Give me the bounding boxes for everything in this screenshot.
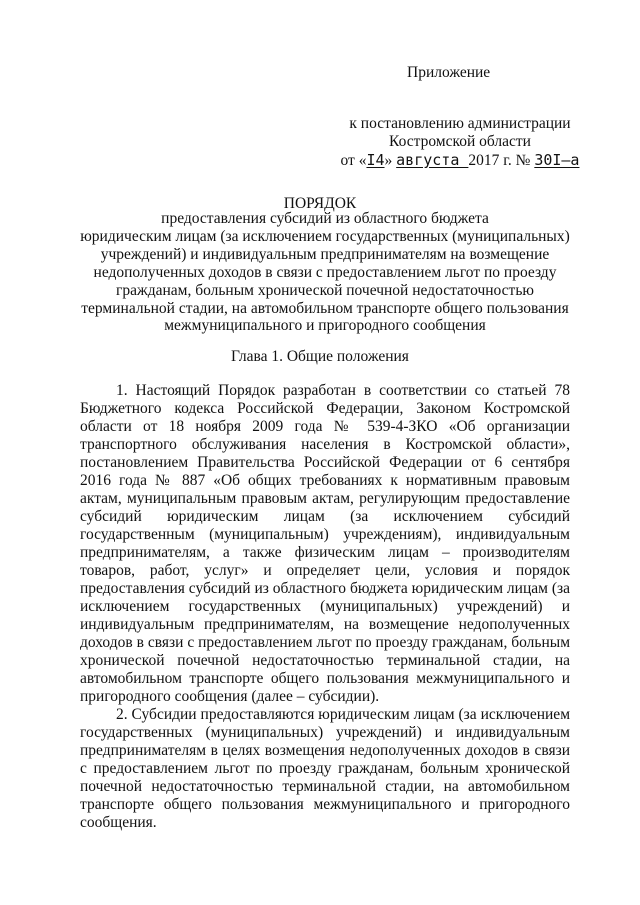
subtitle-line: терминальной стадии, на автомобильном транспорте общего пользования xyxy=(81,299,569,317)
appendix-label: Приложение xyxy=(407,64,491,81)
document-body xyxy=(80,382,570,832)
resolution-line-1: к постановлению администрации xyxy=(349,115,571,132)
date-prefix: от « xyxy=(340,152,367,169)
document-title: ПОРЯДОК xyxy=(283,195,357,212)
date-month: августа xyxy=(396,151,469,169)
date-year: 2017 г. № xyxy=(468,152,535,169)
date-separator: » xyxy=(384,152,397,169)
subtitle-line: предоставления субсидий из областного бюджета xyxy=(161,210,489,227)
chapter-heading: Глава 1. Общие положения xyxy=(231,348,409,365)
subtitle-line: межмуниципального и пригородного сообщения xyxy=(164,317,486,335)
subtitle-line: гражданам, больным хронической почечной недостаточностью xyxy=(116,281,534,299)
subtitle-line: юридическим лицам (за исключением государственных (муниципальных) xyxy=(80,227,570,245)
subtitle-line: учреждений) и индивидуальным предпринимателям на возмещение xyxy=(100,245,550,263)
date-day: I4 xyxy=(366,151,385,169)
paragraph-2: 2. Субсидии предоставляются юридическим лицам (за исключением государственных (муниципальных) учреждений) и индивидуальным предпринимателям в целях возмещения недополученных доходов в связи с предоставлением льгот по проезду гражданам, больным хронической почечной недостаточностью терминальной стадии, на автомобильном транспорте общего пользования межмуниципального и пригородного сообщения. xyxy=(80,706,570,831)
resolution-line-2: Костромской области xyxy=(389,133,531,150)
subtitle-line: недополученных доходов в связи с предоставлением льгот по проезду xyxy=(93,263,557,281)
document-subtitle xyxy=(80,210,570,335)
resolution-date-line xyxy=(300,151,620,170)
paragraph-1: 1. Настоящий Порядок разработан в соответствии со статьей 78 Бюджетного кодекса Российской Федерации, Законом Костромской области от 18 ноября 2009 года № 539-4-ЗКО «Об организации транспортного обслуживания населения в Костромской области», постановлением Правительства Российской Федерации от 6 сентября 2016 года № 887 «Об общих требованиях к нормативным правовым актам, муниципальным правовым актам, регулирующим предоставление субсидий юридическим лицам (за исключением субсидий государственным (муниципальным) учреждениям), индивидуальным предпринимателям, а также физическим лицам – производителям товаров, работ, услуг» и определяет цели, условия и порядок предоставления субсидий из областного бюджета юридическим лицам (за исключением государственных (муниципальных) учреждений) и индивидуальным предпринимателям, на возмещение недополученных доходов в связи с предоставлением льгот по проезду гражданам, больным хронической почечной недостаточностью терминальной стадии, на автомобильном транспорте общего пользования межмуниципального и пригородного сообщения (далее – субсидии). xyxy=(80,382,570,705)
resolution-number: 30I–а xyxy=(534,151,580,169)
